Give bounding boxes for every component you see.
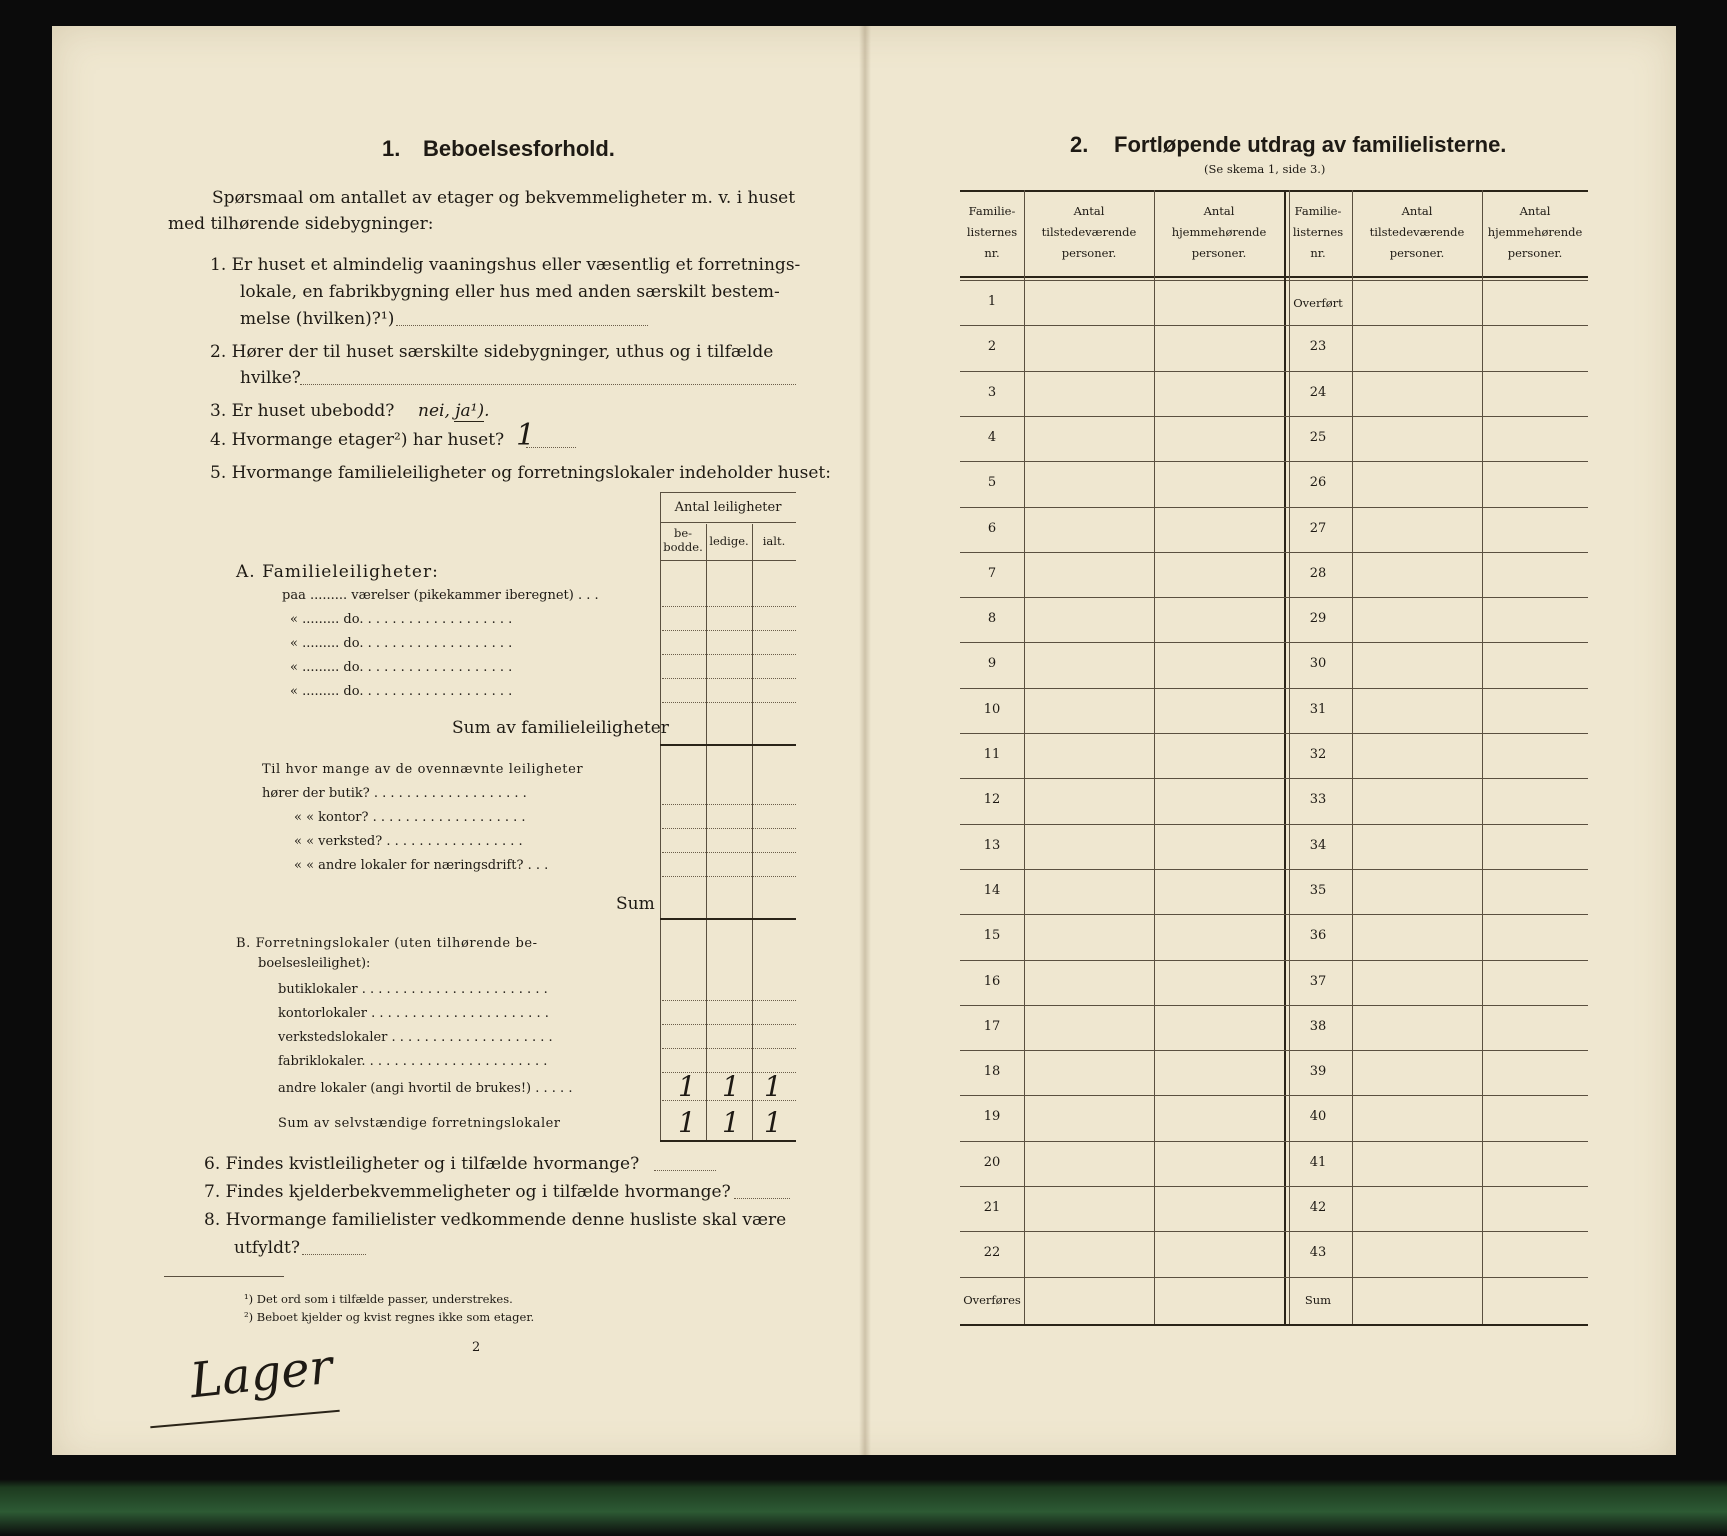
right-row-number: Overført <box>1293 296 1343 310</box>
background-strip <box>0 1455 1727 1536</box>
question-7-answer-line <box>734 1198 790 1199</box>
question-1-line-3: melse (hvilken)?¹) <box>240 309 395 329</box>
footer-overfores: Overføres <box>963 1292 1021 1307</box>
right-row-number: 33 <box>1309 792 1327 808</box>
table-row-rule <box>662 828 796 829</box>
table-header-col-h6-line-3: personer. <box>1507 246 1563 260</box>
table-header-col-h2-line-1: Antal <box>1073 204 1105 218</box>
table-row-rule <box>960 824 1588 825</box>
right-row-number: 39 <box>1309 1064 1327 1080</box>
til-row-kontor: « « kontor? . . . . . . . . . . . . . . . . . . . <box>294 810 526 825</box>
sum-label: Sum <box>616 894 655 914</box>
sum-fam-rule <box>660 744 796 746</box>
table-row-rule <box>662 876 796 877</box>
section-a-row-4: « ......... do. . . . . . . . . . . . . . . . . . . <box>290 660 513 675</box>
page-number: 2 <box>472 1340 481 1355</box>
table-left-border <box>660 492 661 1142</box>
question-1-line-2: lokale, en fabrikbygning eller hus med anden særskilt bestem- <box>240 282 780 302</box>
table-header-bottom-border <box>960 276 1588 278</box>
andre-bebodde-value: 1 <box>678 1070 696 1103</box>
til-row-butik: hører der butik? . . . . . . . . . . . . . . . . . . . <box>262 786 527 801</box>
section-a-row-2: « ......... do. . . . . . . . . . . . . . . . . . . <box>290 612 513 627</box>
table-row-rule <box>960 869 1588 870</box>
ja-underline <box>454 421 484 422</box>
table-row-rule <box>960 507 1588 508</box>
table-row-rule <box>662 630 796 631</box>
left-row-number: 13 <box>983 837 1001 853</box>
right-row-number: 26 <box>1309 475 1327 491</box>
section-b-row-verksted: verkstedslokaler . . . . . . . . . . . . . . . . . . . . <box>278 1030 553 1045</box>
question-7: 7. Findes kjelderbekvemmeligheter og i tilfælde hvormange? <box>204 1182 731 1202</box>
question-1-line-1: 1. Er huset et almindelig vaaningshus eller væsentlig et forretnings- <box>210 255 801 275</box>
question-3-answer: nei, ja¹). <box>418 401 490 421</box>
footnote-1: ¹) Det ord som i tilfælde passer, understrekes. <box>244 1292 513 1306</box>
question-4-answer-line <box>526 447 576 448</box>
table-header: Antal leiligheter <box>674 500 782 515</box>
question-3: 3. Er huset ubebodd? <box>210 401 395 421</box>
intro-line-1: Spørsmaal om antallet av etager og bekvemmeligheter m. v. i huset <box>212 188 796 208</box>
table-row-rule <box>960 642 1588 643</box>
left-row-number: 5 <box>987 475 997 491</box>
right-row-number: 23 <box>1309 339 1327 355</box>
table-row-rule <box>960 1277 1588 1278</box>
table-header-col-h3-line-3: personer. <box>1191 246 1247 260</box>
section-a-heading: A. Familieleiligheter: <box>236 562 439 582</box>
left-row-number: 3 <box>987 384 997 400</box>
sum-b-bebodde-value: 1 <box>678 1106 696 1139</box>
table-row-rule <box>960 552 1588 553</box>
left-section-number: 1. <box>382 136 401 161</box>
table-header-col-h5-line-1: Antal <box>1401 204 1433 218</box>
sum-familieleiligheter: Sum av familieleiligheter <box>452 718 669 738</box>
left-section-title: Beboelsesforhold. <box>423 136 615 161</box>
handwritten-signature: Lager <box>187 1338 336 1410</box>
right-row-number: 27 <box>1309 520 1327 536</box>
table-column-divider <box>1352 190 1353 1326</box>
question-2-line-1: 2. Hører der til huset særskilte sidebygninger, uthus og i tilfælde <box>210 342 774 362</box>
section-b-row-fabrik: fabriklokaler. . . . . . . . . . . . . . . . . . . . . . . <box>278 1054 548 1069</box>
table-row-rule <box>960 1186 1588 1187</box>
col-bebodde: be- bodde. <box>663 526 703 554</box>
table-header-col-h6-line-1: Antal <box>1519 204 1551 218</box>
right-row-number: 41 <box>1309 1154 1327 1170</box>
table-row-rule <box>960 1005 1588 1006</box>
right-row-number: 42 <box>1309 1200 1327 1215</box>
right-section-title: Fortløpende utdrag av familielisterne. <box>1114 132 1507 157</box>
section-b-row-butik: butiklokaler . . . . . . . . . . . . . . . . . . . . . . . <box>278 982 548 997</box>
section-a-row-3: « ......... do. . . . . . . . . . . . . . . . . . . <box>290 636 513 651</box>
til-hvor-mange-heading: Til hvor mange av de ovennævnte leiligheter <box>262 762 584 777</box>
sum-rule <box>660 918 796 920</box>
table-row-rule <box>662 606 796 607</box>
intro-line-2: med tilhørende sidebygninger: <box>168 214 434 234</box>
table-header-col-h5-line-2: tilstedeværende <box>1369 225 1465 239</box>
left-row-number: 1 <box>987 294 997 309</box>
left-row-number: 14 <box>983 882 1001 898</box>
table-header-col-h4-line-3: nr. <box>1310 246 1326 260</box>
right-row-number: 24 <box>1309 384 1327 400</box>
left-row-number: 22 <box>983 1245 1001 1261</box>
table-header-col-h1-line-2: listernes <box>966 225 1018 239</box>
question-6-answer-line <box>654 1170 716 1171</box>
table-row-rule <box>662 702 796 703</box>
left-row-number: 11 <box>983 747 1001 762</box>
footnote-2: ²) Beboet kjelder og kvist regnes ikke som etager. <box>244 1310 535 1324</box>
table-header-bottom-border-2 <box>960 280 1588 281</box>
left-row-number: 16 <box>983 973 1001 989</box>
right-row-number: 29 <box>1309 611 1327 627</box>
left-row-number: 9 <box>987 656 997 672</box>
right-row-number: 40 <box>1309 1109 1327 1125</box>
table-header-rule <box>660 522 796 523</box>
til-row-verksted: « « verksted? . . . . . . . . . . . . . . . . . <box>294 834 523 849</box>
left-row-number: 18 <box>983 1064 1001 1080</box>
sum-b-ialt-value: 1 <box>764 1106 782 1139</box>
table-row-rule <box>960 914 1588 915</box>
question-4-answer: 1 <box>516 418 536 453</box>
left-row-number: 7 <box>987 565 997 581</box>
table-top-border <box>960 190 1588 192</box>
andre-ialt-value: 1 <box>764 1070 782 1103</box>
sum-selvstaendige: Sum av selvstændige forretningslokaler <box>278 1116 561 1131</box>
sum-b-ledige-value: 1 <box>722 1106 740 1139</box>
table-row-rule <box>662 804 796 805</box>
question-8-line-1: 8. Hvormange familielister vedkommende denne husliste skal være <box>204 1210 787 1230</box>
left-row-number: 10 <box>983 701 1001 717</box>
table-header-col-h2-line-3: personer. <box>1061 246 1117 260</box>
table-row-rule <box>662 654 796 655</box>
table-header-col-h1-line-3: nr. <box>984 246 1000 260</box>
table-row-rule <box>662 1048 796 1049</box>
left-row-number: 21 <box>983 1200 1001 1215</box>
table-row-rule <box>960 1095 1588 1096</box>
table-row-rule <box>662 852 796 853</box>
right-row-number: 35 <box>1309 882 1327 898</box>
table-row-rule <box>960 371 1588 372</box>
table-header-col-h1-line-1: Familie- <box>968 204 1016 218</box>
table-header-col-h4-line-1: Familie- <box>1294 204 1342 218</box>
table-col-divider-2 <box>752 524 753 1142</box>
table-top-border <box>660 492 796 493</box>
right-row-number: 38 <box>1309 1018 1327 1034</box>
left-row-number: 2 <box>987 339 997 355</box>
col-ialt: ialt. <box>762 534 786 548</box>
left-row-number: 6 <box>987 520 997 536</box>
right-row-number: 25 <box>1309 429 1327 445</box>
question-8-answer-line <box>302 1254 366 1255</box>
left-row-number: 4 <box>987 429 997 445</box>
table-header-col-h3-line-2: hjemmehørende <box>1171 225 1267 239</box>
question-8-line-2: utfyldt? <box>234 1238 300 1258</box>
section-b-row-andre: andre lokaler (angi hvortil de brukes!) . . . . . <box>278 1081 573 1096</box>
section-b-heading-1: B. Forretningslokaler (uten tilhørende be- <box>236 936 538 951</box>
left-row-number: 15 <box>983 928 1001 944</box>
table-header-col-h2-line-2: tilstedeværende <box>1041 225 1137 239</box>
table-row-rule <box>960 416 1588 417</box>
table-row-rule <box>960 325 1588 326</box>
right-row-number: 30 <box>1309 656 1327 672</box>
table-row-rule <box>662 1024 796 1025</box>
right-row-number: 32 <box>1309 747 1327 762</box>
table-row-rule <box>960 1141 1588 1142</box>
table-row-rule <box>960 461 1588 462</box>
table-row-rule <box>960 733 1588 734</box>
right-row-number: 28 <box>1309 565 1327 581</box>
question-2-answer-line <box>300 384 796 385</box>
table-row-rule <box>960 1231 1588 1232</box>
table-row-rule <box>960 1050 1588 1051</box>
right-row-number: 37 <box>1309 973 1327 989</box>
right-row-number: 31 <box>1309 701 1327 717</box>
page-fold <box>859 26 871 1463</box>
right-section-number: 2. <box>1070 132 1089 157</box>
table-row-rule <box>662 678 796 679</box>
col-ledige: ledige. <box>709 534 749 548</box>
section-b-heading-2: boelsesleilighet): <box>258 956 371 971</box>
right-section-subtitle: (Se skema 1, side 3.) <box>1204 162 1326 176</box>
table-bottom-border <box>960 1324 1588 1326</box>
footer-sum: Sum <box>1304 1292 1332 1307</box>
right-row-number: 36 <box>1309 928 1327 944</box>
left-row-number: 17 <box>983 1018 1001 1034</box>
table-header-col-h5-line-3: personer. <box>1389 246 1445 260</box>
table-header-col-h4-line-2: listernes <box>1292 225 1344 239</box>
table-column-divider <box>1024 190 1025 1326</box>
table-header-col-h3-line-1: Antal <box>1203 204 1235 218</box>
table-row-rule <box>960 960 1588 961</box>
question-1-answer-line <box>396 325 648 326</box>
question-4: 4. Hvormange etager²) har huset? <box>210 430 505 450</box>
table-row-rule <box>960 688 1588 689</box>
left-row-number: 19 <box>983 1109 1001 1125</box>
section-b-row-kontor: kontorlokaler . . . . . . . . . . . . . . . . . . . . . . <box>278 1006 549 1021</box>
question-5: 5. Hvormange familieleiligheter og forretningslokaler indeholder huset: <box>210 463 831 483</box>
andre-ledige-value: 1 <box>722 1070 740 1103</box>
right-row-number: 43 <box>1309 1245 1327 1261</box>
table-col-divider-1 <box>706 524 707 1142</box>
table-row-rule <box>960 597 1588 598</box>
section-a-row-1: paa ......... værelser (pikekammer iberegnet) . . . <box>282 588 599 603</box>
left-row-number: 12 <box>983 792 1001 808</box>
question-2-line-2: hvilke? <box>240 368 301 388</box>
table-row-rule <box>662 1000 796 1001</box>
sum-b-rule <box>660 1140 796 1142</box>
table-subheader-rule <box>660 560 796 561</box>
section-a-row-5: « ......... do. . . . . . . . . . . . . . . . . . . <box>290 684 513 699</box>
til-row-andre: « « andre lokaler for næringsdrift? . . . <box>294 858 549 873</box>
left-row-number: 20 <box>983 1154 1001 1170</box>
table-header-col-h6-line-2: hjemmehørende <box>1487 225 1583 239</box>
left-row-number: 8 <box>987 611 997 627</box>
right-row-number: 34 <box>1309 837 1327 853</box>
table-column-divider <box>1482 190 1483 1326</box>
footnote-rule <box>164 1276 284 1277</box>
table-column-divider <box>1154 190 1155 1326</box>
table-row-rule <box>960 778 1588 779</box>
question-6: 6. Findes kvistleiligheter og i tilfælde hvormange? <box>204 1154 640 1174</box>
